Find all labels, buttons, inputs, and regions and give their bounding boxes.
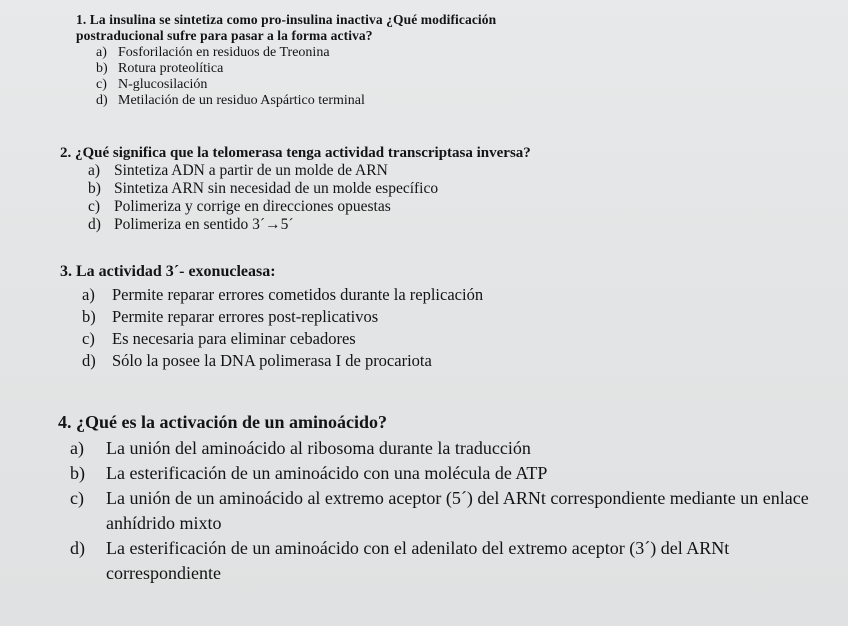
option-letter: b) [96, 61, 108, 76]
question-4-title: 4. ¿Qué es la activación de un aminoácido? [58, 412, 388, 432]
option-letter: d) [70, 538, 85, 558]
option-text: Polimeriza y corrige en direcciones opuestas [114, 198, 391, 215]
question-2-option-c[interactable] [88, 198, 531, 216]
option-letter: d) [88, 216, 101, 233]
question-3-options [82, 284, 483, 372]
question-3-option-a[interactable] [82, 284, 483, 306]
question-4-option-a[interactable] [70, 436, 818, 461]
question-4-option-d[interactable] [70, 536, 818, 586]
question-1-title-line-1: 1. La insulina se sintetiza como pro-insulina inactiva ¿Qué modificación [76, 12, 497, 27]
question-1-option-c[interactable] [96, 77, 496, 93]
option-text: La unión del aminoácido al ribosoma durante la traducción [106, 438, 531, 458]
question-1-options [96, 45, 496, 109]
option-text: Sintetiza ARN sin necesidad de un molde específico [114, 180, 439, 197]
question-3-option-d[interactable] [82, 350, 483, 372]
question-1-option-d[interactable] [96, 93, 496, 109]
option-text: Es necesaria para eliminar cebadores [112, 329, 356, 348]
option-letter: a) [96, 45, 107, 60]
option-text: La esterificación de un aminoácido con el adenilato del extremo aceptor (3´) del ARNt correspondiente [106, 538, 730, 583]
question-2-options [88, 162, 531, 234]
question-1-title-line-2: postraducional sufre para pasar a la forma activa? [76, 28, 373, 43]
question-1-option-a[interactable] [96, 45, 496, 61]
option-text: La unión de un aminoácido al extremo aceptor (5´) del ARNt correspondiente mediante un enlace anhídrido mixto [106, 488, 809, 533]
option-letter: b) [70, 463, 85, 483]
question-3-option-b[interactable] [82, 306, 483, 328]
option-text: Metilación de un residuo Aspártico terminal [118, 93, 365, 108]
option-text: La esterificación de un aminoácido con una molécula de ATP [106, 463, 548, 483]
option-text: Sintetiza ADN a partir de un molde de ARN [114, 162, 388, 179]
option-text: Permite reparar errores post-replicativos [112, 307, 379, 326]
option-letter: c) [88, 198, 101, 215]
option-letter: d) [82, 351, 96, 370]
option-text: Permite reparar errores cometidos durante la replicación [112, 285, 484, 304]
option-text: Polimeriza en sentido 3´→5´ [114, 216, 294, 233]
option-text: Sólo la posee la DNA polimerasa I de procariota [112, 351, 432, 370]
question-4-options [70, 436, 818, 586]
question-2-option-a[interactable] [88, 162, 531, 180]
option-letter: c) [96, 77, 107, 92]
option-letter: b) [88, 180, 101, 197]
option-letter: d) [96, 93, 108, 108]
question-2-option-b[interactable] [88, 180, 531, 198]
question-4-option-b[interactable] [70, 461, 818, 486]
question-1 [76, 12, 496, 109]
question-3-option-c[interactable] [82, 328, 483, 350]
option-letter: c) [82, 329, 95, 348]
question-2-option-d[interactable] [88, 216, 531, 234]
option-letter: c) [70, 488, 84, 508]
option-text: Fosforilación en residuos de Treonina [118, 45, 330, 60]
option-letter: a) [70, 438, 84, 458]
question-3-title: 3. La actividad 3´- exonucleasa: [60, 263, 276, 280]
option-letter: b) [82, 307, 96, 326]
question-3 [60, 260, 483, 372]
question-2 [60, 144, 531, 234]
question-4-option-c[interactable] [70, 486, 818, 536]
option-letter: a) [82, 285, 95, 304]
option-letter: a) [88, 162, 101, 179]
option-text: Rotura proteolítica [118, 61, 224, 76]
question-2-title: 2. ¿Qué significa que la telomerasa tenga actividad transcriptasa inversa? [60, 145, 531, 161]
question-1-option-b[interactable] [96, 61, 496, 77]
option-text: N-glucosilación [118, 77, 208, 92]
question-4 [58, 410, 818, 586]
